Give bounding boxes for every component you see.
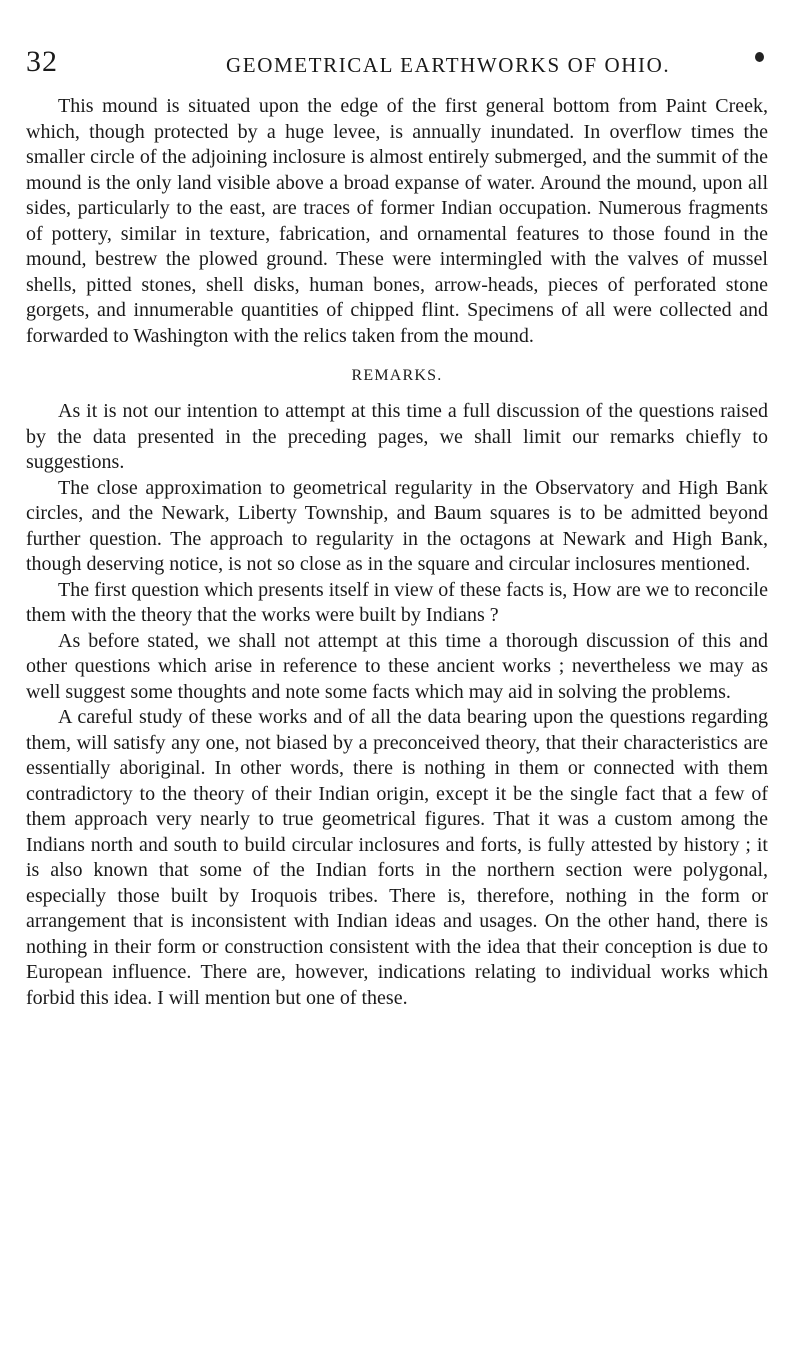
body-text [26,94,768,1011]
paragraph-geometrical-regularity: The close approximation to geometrical regularity in the Observatory and High Bank circles, and the Newark, Liberty Township, and Baum squares is to be admitted beyond further question. The approach to regularity in the octagons at Newark and High Bank, though deserving notice, is not so close as in the square and circular inclosures mentioned. [26,476,768,575]
paragraph-mound-description: This mound is situated upon the edge of the first general bottom from Paint Creek, which, though protected by a huge levee, is annually inundated. In overflow times the smaller circle of the adjoining inclosure is almost entirely submerged, and the summit of the mound is the only land visible above a broad expanse of water. Around the mound, upon all sides, particularly to the east, are traces of former Indian occupation. Numerous fragments of pottery, similar in texture, fabrication, and ornamental features to those found in the mound, bestrew the plowed ground. These were intermingled with the valves of mussel shells, pitted stones, shell disks, human bones, arrow-heads, pieces of perforated stone gorgets, and innumerable quantities of chipped flint. Specimens of all were collected and forwarded to Washington with the relics taken from the mound. [26,95,768,347]
paragraph-careful-study: A careful study of these works and of all the data bearing upon the questions regarding them, will satisfy any one, not biased by a preconceived theory, that their characteristics are essentially aboriginal. In other words, there is nothing in them or connected with them contradictory to the theory of their Indian origin, except it be the single fact that a few of them approach very nearly to true geometrical figures. That it was a custom among the Indians north and south to build circular inclosures and forts, is fully attested by history ; it is also known that some of the Indian forts in the northern section were polygonal, especially those built by Iroquois tribes. There is, therefore, nothing in the form or arrangement that is inconsistent with Indian ideas and usages. On the other hand, there is nothing in their form or construction consistent with the idea that their conception is due to European influence. There are, however, indications relating to individual works which forbid this idea. I will mention but one of these. [26,706,768,1009]
paragraph-first-question: The first question which presents itself in view of these facts is, How are we to reconcile them with the theory that the works were built by Indians ? [26,578,768,626]
paragraph-before-stated: As before stated, we shall not attempt at this time a thorough discussion of this and other questions which arise in reference to these ancient works ; nevertheless we may as well suggest some thoughts and note some facts which may aid in solving the problems. [26,629,768,703]
page-number: 32 [26,45,58,78]
paragraph-remarks-intro: As it is not our intention to attempt at this time a full discussion of the questions raised by the data presented in the preceding pages, we shall limit our remarks chiefly to suggestions. [26,400,768,473]
ink-speck [755,52,764,62]
page-header [26,42,746,82]
running-head: GEOMETRICAL EARTHWORKS OF OHIO. [226,53,671,77]
section-heading-remarks: REMARKS. [351,367,443,384]
